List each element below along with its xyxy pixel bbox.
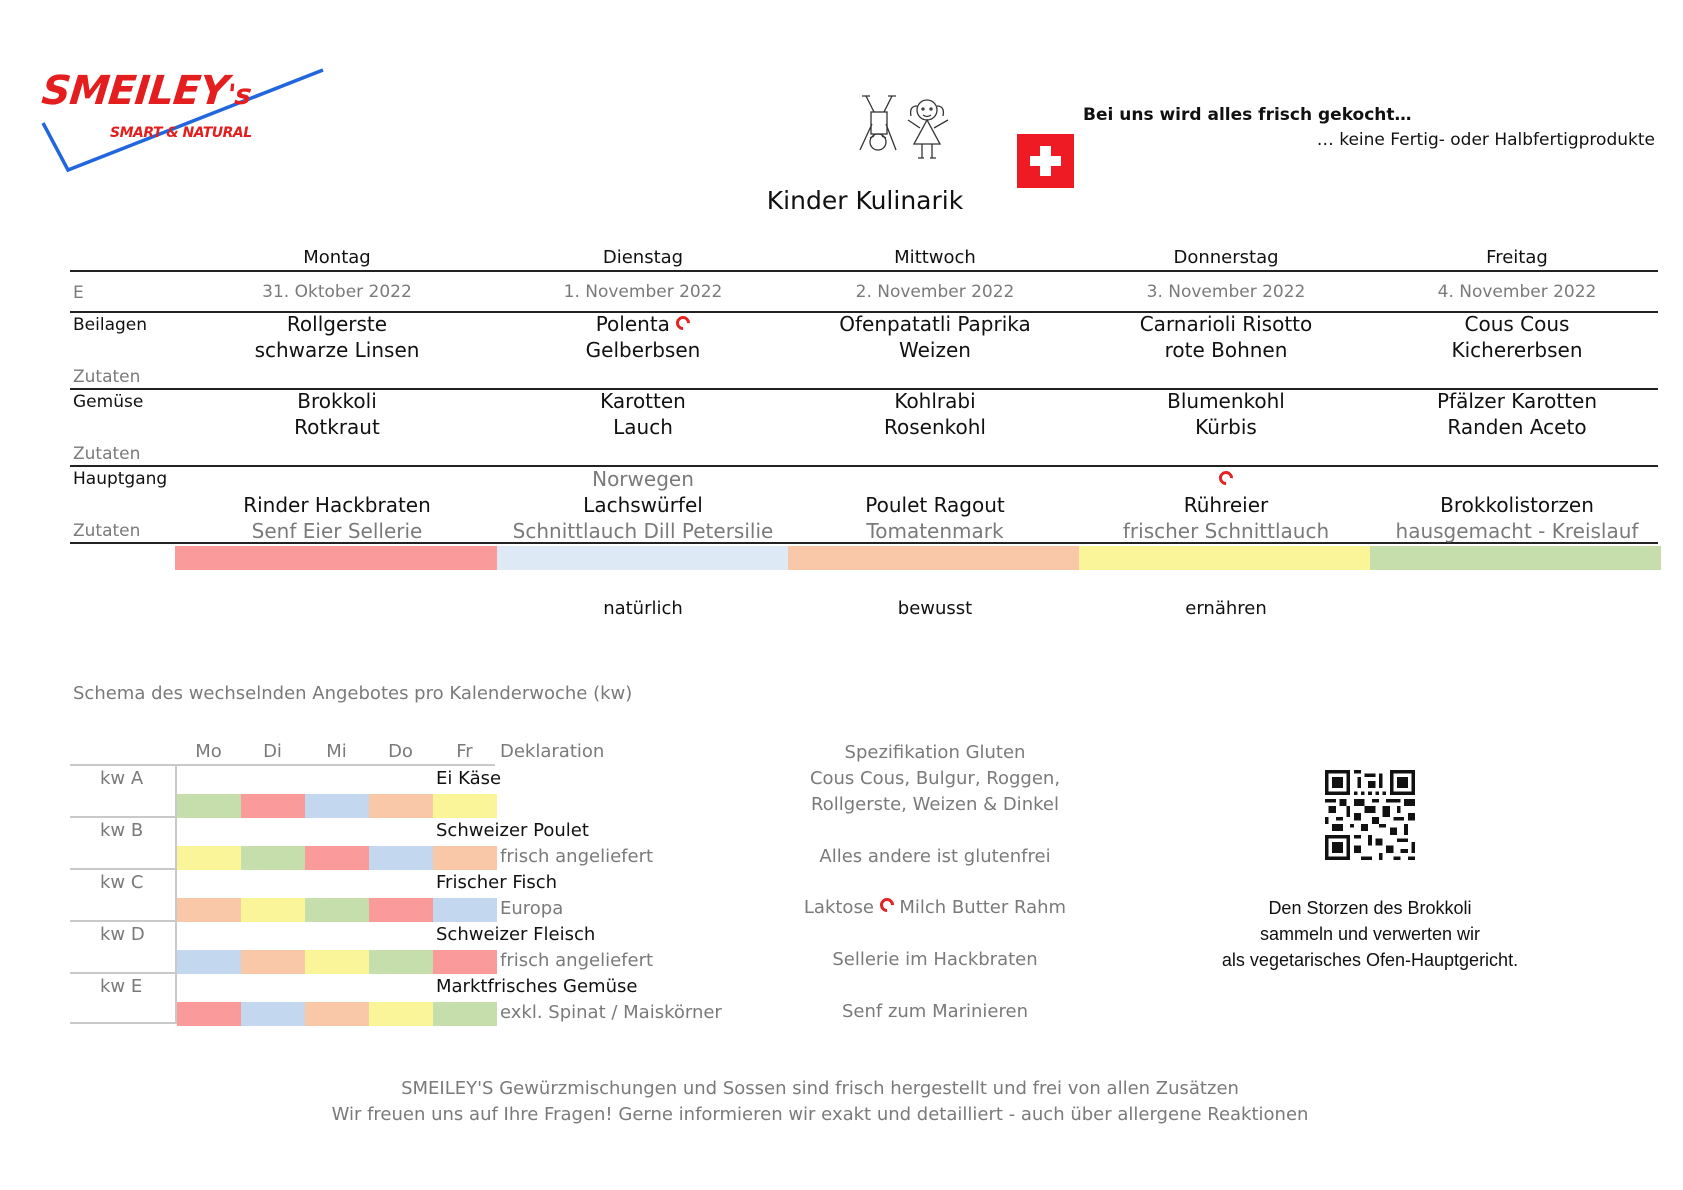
hauptgang-mittwoch: Poulet Ragout [865,493,1005,517]
day-header-montag: Montag [303,247,371,268]
footer-line-2: Wir freuen uns auf Ihre Fragen! Gerne informieren wir exakt und detailliert - auch über allergene Reaktionen [331,1104,1309,1125]
gemuese-1-freitag: Pfälzer Karotten [1437,389,1597,413]
beilage-2-freitag: Kichererbsen [1451,338,1583,362]
row-label-zutaten: Zutaten [73,521,141,541]
schema-color-cell [433,1002,497,1026]
schema-header-di: Di [263,741,282,762]
schema-color-cell [369,794,433,818]
schema-declaration-detail: Europa [500,898,564,919]
gemuese-1-donnerstag: Blumenkohl [1167,389,1285,413]
beilage-2-donnerstag: rote Bohnen [1164,338,1288,362]
footer-line-1: SMEILEY'S Gewürzmischungen und Sossen sind frisch hergestellt und frei von allen Zusätzen [401,1078,1239,1099]
schema-declaration-detail: exkl. Spinat / Maiskörner [500,1002,722,1023]
schema-color-cell [369,950,433,974]
day-header-donnerstag: Donnerstag [1173,247,1279,268]
schema-declaration: Schweizer Poulet [436,820,589,841]
gemuese-2-donnerstag: Kürbis [1195,415,1257,439]
schema-declaration: Ei Käse [436,768,502,789]
schema-color-cell [369,898,433,922]
date-mittwoch: 2. November 2022 [855,282,1015,302]
schema-color-cell [177,794,241,818]
gemuese-1-mittwoch: Kohlrabi [894,389,976,413]
spec-line-5: Sellerie im Hackbraten [832,949,1038,970]
hauptgang-zutaten-mittwoch: Tomatenmark [866,519,1004,543]
schema-color-cell [241,794,305,818]
schema-color-cell [241,1002,305,1026]
gemuese-2-dienstag: Lauch [613,415,673,439]
beilage-1-freitag: Cous Cous [1464,312,1570,336]
beilage-1-dienstag: Polenta [493,311,793,337]
lactose-marker-icon [673,313,693,333]
spec-line-3: Alles andere ist glutenfrei [819,846,1051,867]
beilage-2-montag: schwarze Linsen [254,338,420,362]
hauptgang-dienstag: Lachswürfel [583,493,703,517]
schema-header-mi: Mi [326,741,347,762]
schema-kw-label: kw B [100,820,144,841]
schema-kw-label: kw C [100,872,144,893]
hauptgang-montag: Rinder Hackbraten [243,493,431,517]
color-bar-mittwoch [788,546,1079,570]
schema-declaration: Schweizer Fleisch [436,924,596,945]
gemuese-1-dienstag: Karotten [600,389,686,413]
day-header-freitag: Freitag [1486,247,1548,268]
schema-color-cell [433,898,497,922]
day-header-dienstag: Dienstag [602,247,684,268]
schema-declaration: Marktfrisches Gemüse [436,976,638,997]
schema-color-cell [433,794,497,818]
day-header-mittwoch: Mittwoch [894,247,976,268]
color-bar-montag [175,546,497,570]
hauptgang-zutaten-freitag: hausgemacht - Kreislauf [1395,519,1639,543]
tag-natuerlich: natürlich [603,598,683,619]
beilage-2-dienstag: Gelberbsen [585,338,701,362]
row-label-zutaten: Zutaten [73,444,141,464]
gemuese-1-montag: Brokkoli [297,389,377,413]
schema-color-cell [305,950,369,974]
schema-color-cell [241,846,305,870]
schema-color-cell [369,1002,433,1026]
schema-color-cell [177,846,241,870]
qr-code-icon[interactable] [1325,770,1415,860]
spec-line-1: Cous Cous, Bulgur, Roggen, [809,768,1061,789]
hauptgang-origin-dienstag: Norwegen [592,467,694,491]
hauptgang-donnerstag: Rühreier [1183,493,1269,517]
storzen-line-1: Den Storzen des Brokkoli [1268,898,1472,918]
row-label-zutaten: Zutaten [73,367,141,387]
smeileys-logo [38,68,338,178]
spec-line-6: Senf zum Marinieren [841,1001,1028,1022]
schema-title: Schema des wechselnden Angebotes pro Kalenderwoche (kw) [73,683,633,704]
schema-color-cell [177,1002,241,1026]
lactose-marker-icon [1216,468,1236,488]
schema-color-cell [177,898,241,922]
logo-tagline: SMART & NATURAL [110,125,252,141]
schema-color-cell [369,846,433,870]
row-label-hauptgang: Hauptgang [73,469,168,489]
kids-drawing-icon [852,90,962,166]
date-freitag: 4. November 2022 [1437,282,1597,302]
grid-line [70,270,1658,272]
schema-declaration-detail: frisch angeliefert [500,846,654,867]
schema-color-cell [241,950,305,974]
spec-line-2: Rollgerste, Weizen & Dinkel [811,794,1059,815]
date-montag: 31. Oktober 2022 [262,282,412,302]
date-dienstag: 1. November 2022 [563,282,723,302]
row-label-beilagen: Beilagen [73,315,148,335]
spec-laktose: Laktose Milch Butter Rahm [803,897,1067,918]
schema-color-cell [305,1002,369,1026]
week-label: E [73,283,84,303]
schema-color-cell [305,846,369,870]
schema-color-cell [305,898,369,922]
hauptgang-marker-donnerstag [1076,466,1376,492]
schema-color-cell [433,950,497,974]
schema-row-line [70,764,495,766]
grid-line [70,465,1658,467]
schema-color-cell [305,794,369,818]
storzen-note [1160,895,1580,973]
gemuese-2-montag: Rotkraut [294,415,380,439]
storzen-line-3: als vegetarisches Ofen-Hauptgericht. [1221,950,1519,970]
beilage-1-donnerstag: Carnarioli Risotto [1139,312,1313,336]
schema-color-cell [241,898,305,922]
schema-declaration-detail: frisch angeliefert [500,950,654,971]
gemuese-2-mittwoch: Rosenkohl [884,415,986,439]
gemuese-2-freitag: Randen Aceto [1447,415,1587,439]
beilage-2-mittwoch: Weizen [899,338,971,362]
schema-kw-label: kw D [100,924,145,945]
storzen-line-2: sammeln und verwerten wir [1259,924,1481,944]
swiss-flag-icon [1017,134,1074,188]
schema-kw-label: kw A [100,768,144,789]
tag-ernaehren: ernähren [1185,598,1267,619]
schema-header-mo: Mo [195,741,222,762]
hauptgang-zutaten-montag: Senf Eier Sellerie [251,519,423,543]
slogan-line-1: Bei uns wird alles frisch gekocht… [1083,105,1412,125]
date-donnerstag: 3. November 2022 [1146,282,1306,302]
beilage-1-mittwoch: Ofenpatatli Paprika [839,312,1031,336]
schema-color-cell [177,950,241,974]
hauptgang-zutaten-donnerstag: frischer Schnittlauch [1122,519,1330,543]
row-label-gemuese: Gemüse [73,392,144,412]
page-title: Kinder Kulinarik [766,186,964,215]
logo-wordmark: SMEILEY's [39,68,253,114]
beilage-1-montag: Rollgerste [286,312,388,336]
schema-declaration: Frischer Fisch [436,872,558,893]
schema-header-fr: Fr [456,741,473,762]
color-bar-donnerstag [1079,546,1370,570]
tag-bewusst: bewusst [897,598,973,619]
schema-header-do: Do [388,741,413,762]
schema-kw-label: kw E [100,976,143,997]
hauptgang-zutaten-dienstag: Schnittlauch Dill Petersilie [512,519,774,543]
color-bar-dienstag [497,546,788,570]
lactose-marker-icon [877,895,897,915]
slogan-line-2: … keine Fertig- oder Halbfertigprodukte [1316,130,1655,150]
color-bar-freitag [1370,546,1661,570]
schema-header-deklaration: Deklaration [500,741,605,762]
spec-header: Spezifikation Gluten [844,742,1026,763]
hauptgang-freitag: Brokkolistorzen [1440,493,1594,517]
schema-color-cell [433,846,497,870]
